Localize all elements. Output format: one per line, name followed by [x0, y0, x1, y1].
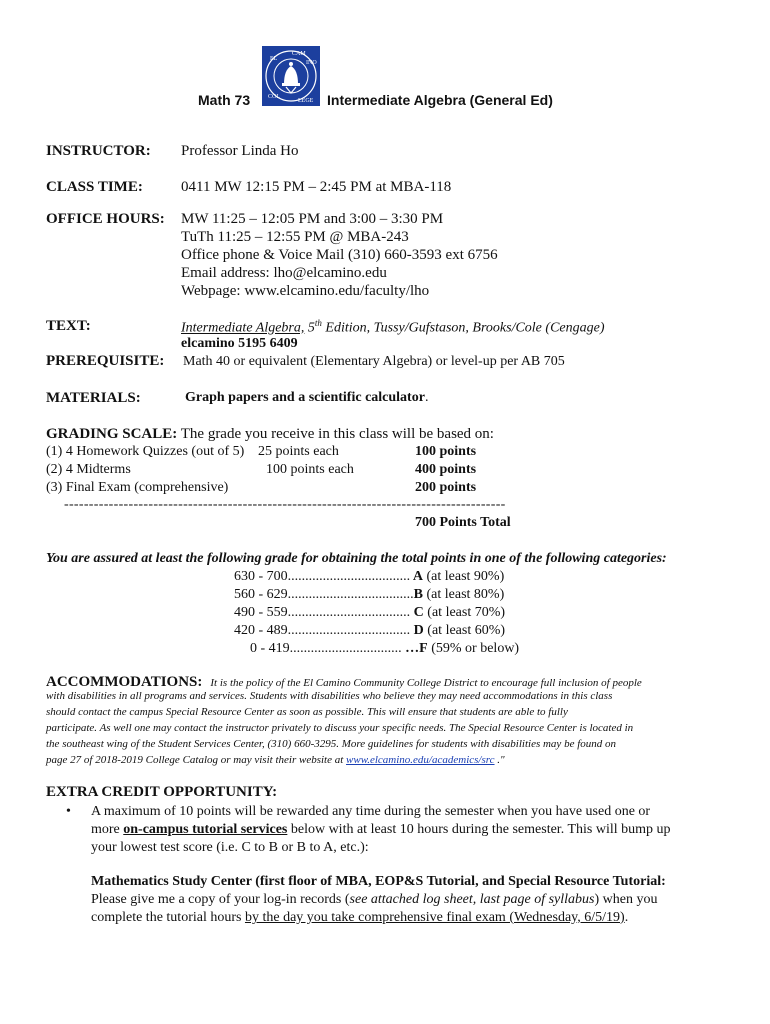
msc-deadline: by the day you take comprehensive final exam (Wednesday, 6/5/19)	[244, 910, 625, 925]
grade-categories-heading: You are assured at least the following grade for obtaining the total points in one of the following categories:	[46, 551, 667, 566]
grade-range: 560 - 629	[234, 587, 288, 602]
textbook-details: Edition, Tussy/Gufstason, Brooks/Cole (Cengage)	[321, 320, 605, 336]
grading-item-desc: (3) Final Exam (comprehensive)	[46, 480, 229, 495]
grade-range: 0 - 419	[250, 641, 290, 656]
grade-note: (59% or below)	[427, 641, 520, 656]
textbook-info	[181, 318, 605, 337]
grade-letter: B	[413, 587, 424, 602]
grade-dots: ...................................	[287, 605, 411, 620]
materials-label: MATERIALS:	[46, 390, 141, 406]
grading-scale-intro: The grade you receive in this class will be based on:	[177, 426, 494, 442]
textbook-edition: 5	[304, 320, 315, 336]
grading-item-each: 25 points each	[258, 444, 339, 459]
accommodations-end: ."	[494, 754, 505, 766]
office-hours-label: OFFICE HOURS:	[46, 211, 165, 227]
accommodations-text: It is the policy of the El Camino Community College District to encourage full inclusion of people	[210, 677, 642, 689]
grade-note: (at least 90%)	[423, 569, 505, 584]
prerequisite: Math 40 or equivalent (Elementary Algebra) or level-up per AB 705	[183, 354, 565, 369]
grade-range: 490 - 559	[234, 605, 288, 620]
extra-credit-text-part: below with at least 10 hours during the semester. This will bump up	[287, 822, 671, 837]
grading-intro	[46, 426, 494, 443]
grade-note: (at least 80%)	[423, 587, 505, 602]
accommodations-text: should contact the campus Special Resource Center as soon as possible. This will ensure that students are able to fully	[46, 706, 568, 718]
webpage: Webpage: www.elcamino.edu/faculty/lho	[181, 283, 430, 299]
extra-credit-text-part: more	[91, 822, 124, 837]
grade-dots: ................................	[289, 641, 402, 656]
svg-text:INO: INO	[306, 60, 317, 66]
extra-credit-text: your lowest test score (i.e. C to B or B to A, etc.):	[91, 840, 369, 855]
text-label: TEXT:	[46, 318, 91, 334]
msc-text-part: ) when you	[594, 892, 658, 907]
accommodations-text: participate. As well one may contact the instructor privately to discuss your specific needs. The Special Resource Center is located in	[46, 722, 634, 734]
grade-note: (at least 60%)	[423, 623, 506, 638]
extra-credit-heading: EXTRA CREDIT OPPORTUNITY:	[46, 784, 278, 800]
math-study-center-text	[91, 910, 628, 926]
grade-range: 630 - 700	[234, 569, 288, 584]
svg-text:LEGE: LEGE	[298, 98, 314, 104]
msc-log-sheet-note: see attached log sheet, last page of syllabus	[349, 892, 595, 907]
textbook-edition-suffix: th	[314, 318, 322, 328]
msc-text-part: .	[624, 910, 629, 925]
el-camino-college-logo	[262, 46, 320, 106]
grade-note: (at least 70%)	[423, 605, 506, 620]
materials	[185, 390, 428, 406]
msc-text-part: complete the tutorial hours	[91, 910, 245, 925]
extra-credit-text: A maximum of 10 points will be rewarded any time during the semester when you have used one or	[91, 804, 651, 819]
class-time: 0411 MW 12:15 PM – 2:45 PM at MBA-118	[181, 179, 452, 195]
grading-total: 700 Points Total	[415, 515, 511, 530]
bullet-icon: •	[66, 804, 71, 819]
grading-item-desc: (2) 4 Midterms	[46, 462, 131, 477]
grade-range: 420 - 489	[234, 623, 288, 638]
accommodations-heading: ACCOMMODATIONS:	[46, 674, 203, 690]
accommodations-first-line	[46, 673, 642, 691]
grading-item-total: 200 points	[415, 480, 477, 495]
grading-item-each: 100 points each	[266, 462, 354, 477]
accommodations-text: page 27 of 2018-2019 College Catalog or may visit their website at	[46, 754, 347, 766]
accommodations-text: with disabilities in all programs and services. Students with disabilities who believe they may need accommodations in this class	[46, 690, 613, 702]
grade-dots: ...................................	[287, 569, 411, 584]
extra-credit-text	[91, 822, 671, 838]
grade-letter: C	[410, 605, 424, 620]
grade-dots: ....................................	[287, 587, 414, 602]
grading-item-total: 100 points	[415, 444, 477, 459]
grade-row	[234, 569, 504, 585]
math-study-center-heading: Mathematics Study Center (first floor of MBA, EOP&S Tutorial, and Special Resource Tutorial:	[91, 874, 666, 889]
grade-letter: A	[410, 569, 424, 584]
class-time-label: CLASS TIME:	[46, 179, 143, 195]
math-study-center-text	[91, 892, 658, 908]
grade-row	[250, 641, 519, 657]
instructor-name: Professor Linda Ho	[181, 143, 299, 159]
course-title: Intermediate Algebra (General Ed)	[327, 92, 553, 108]
grading-item-desc: (1) 4 Homework Quizzes (out of 5)	[46, 444, 245, 459]
materials-period: .	[424, 390, 429, 405]
email-address: Email address: lho@elcamino.edu	[181, 265, 387, 281]
accommodations-text: the southeast wing of the Student Services Center, (310) 660-3295. More guidelines for students with disabilities may be found on	[46, 738, 617, 750]
accommodations-last-line	[46, 754, 505, 766]
src-website-link[interactable]: www.elcamino.edu/academics/src	[346, 754, 495, 766]
svg-text:EL: EL	[270, 56, 278, 62]
office-hours-line: TuTh 11:25 – 12:55 PM @ MBA-243	[181, 229, 409, 245]
grading-scale-heading: GRADING SCALE:	[46, 426, 178, 442]
grade-letter: …F	[401, 641, 428, 656]
materials-text: Graph papers and a scientific calculator	[185, 390, 425, 405]
prerequisite-label: PREREQUISITE:	[46, 353, 165, 369]
office-phone: Office phone & Voice Mail (310) 660-3593 ext 6756	[181, 247, 498, 263]
grading-divider: -----------------------------------------------------------------------------------------	[64, 497, 506, 512]
grade-dots: ...................................	[287, 623, 411, 638]
textbook-code: elcamino 5195 6409	[181, 336, 298, 351]
textbook-title: Intermediate Algebra,	[181, 320, 305, 336]
grade-row	[234, 623, 505, 639]
grade-row	[234, 605, 505, 621]
tutorial-services-emphasis: on-campus tutorial services	[123, 822, 288, 837]
grade-row	[234, 587, 504, 603]
msc-text-part: Please give me a copy of your log-in records (	[91, 892, 350, 907]
course-number: Math 73	[198, 92, 251, 108]
grading-item-total: 400 points	[415, 462, 477, 477]
svg-text:COL: COL	[268, 94, 280, 100]
instructor-label: INSTRUCTOR:	[46, 143, 151, 159]
svg-text:CAM: CAM	[292, 51, 306, 57]
grade-letter: D	[410, 623, 424, 638]
office-hours-line: MW 11:25 – 12:05 PM and 3:00 – 3:30 PM	[181, 211, 444, 227]
